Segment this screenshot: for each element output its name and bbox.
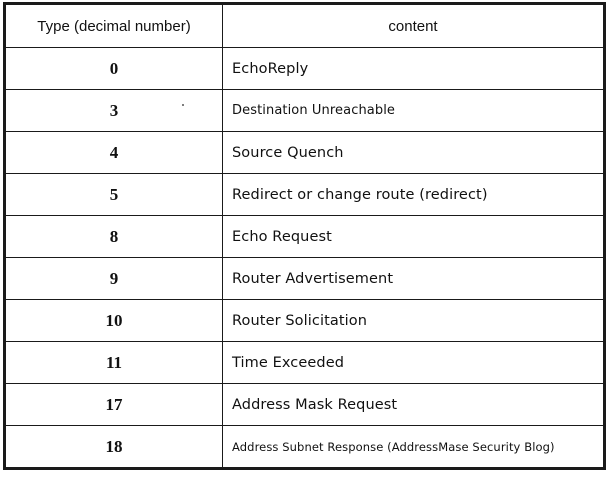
- content-cell: Router Advertisement: [223, 258, 604, 300]
- header-row: [6, 5, 604, 48]
- content-cell: Source Quench: [223, 132, 604, 174]
- type-cell: 4: [6, 132, 223, 174]
- type-cell: 0: [6, 48, 223, 90]
- type-cell: 5: [6, 174, 223, 216]
- table-row: [6, 132, 604, 174]
- table-row: [6, 342, 604, 384]
- content-column-header: content: [223, 5, 604, 48]
- type-column-header: Type (decimal number): [6, 5, 223, 48]
- table-row: [6, 216, 604, 258]
- table-row: [6, 174, 604, 216]
- type-cell: 10: [6, 300, 223, 342]
- table-row: [6, 258, 604, 300]
- icmp-type-table: [5, 4, 604, 468]
- table-body: [6, 48, 604, 468]
- type-cell: 18: [6, 426, 223, 468]
- type-cell: 9: [6, 258, 223, 300]
- table-row: [6, 48, 604, 90]
- table-header: [6, 5, 604, 48]
- content-cell: Address Mask Request: [223, 384, 604, 426]
- content-cell: Address Subnet Response (AddressMase Security Blog): [223, 426, 604, 468]
- content-cell: EchoReply: [223, 48, 604, 90]
- content-cell: Router Solicitation: [223, 300, 604, 342]
- table-row: [6, 384, 604, 426]
- type-cell: 8: [6, 216, 223, 258]
- content-cell: Time Exceeded: [223, 342, 604, 384]
- scan-speck: [182, 104, 184, 106]
- icmp-type-table-frame: [3, 2, 606, 470]
- content-cell: Destination Unreachable: [223, 90, 604, 132]
- table-row: [6, 426, 604, 468]
- table-row: [6, 90, 604, 132]
- content-cell: Echo Request: [223, 216, 604, 258]
- content-cell: Redirect or change route (redirect): [223, 174, 604, 216]
- type-cell: 3: [6, 90, 223, 132]
- table-row: [6, 300, 604, 342]
- type-cell: 17: [6, 384, 223, 426]
- type-cell: 11: [6, 342, 223, 384]
